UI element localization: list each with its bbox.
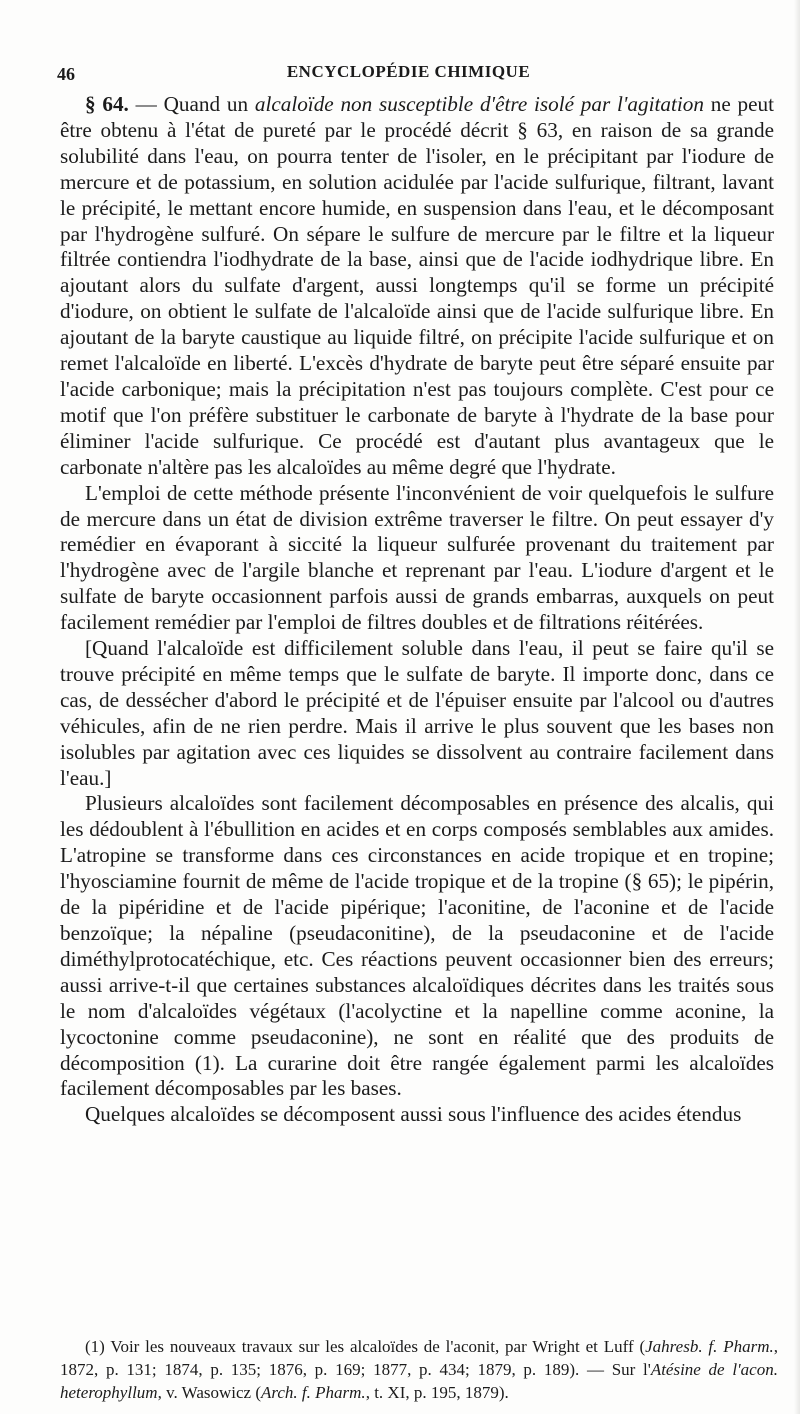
paragraph-acid-decomposition: Quelques alcaloïdes se décomposent aussi sous l'influence des acides étendus bbox=[85, 1102, 742, 1127]
page-number: 46 bbox=[57, 64, 75, 84]
footnote-text: , 1872, p. 131; 1874, p. 135; 1876, p. 169; 1877, p. 434; 1879, p. 189). — Sur l' bbox=[60, 1337, 778, 1379]
page-edge-shadow bbox=[794, 0, 800, 1414]
running-title: ENCYCLOPÉDIE CHIMIQUE bbox=[286, 62, 531, 81]
paragraph-bracketed-note: [Quand l'alcaloïde est difficilement soluble dans l'eau, il peut se faire qu'il se trouve précipité en même temps que le sulfate de baryte. Il importe donc, dans ce cas, de dessécher d'abord le précipité et de l'épuiser ensuite par l'alcool ou d'autres véhicules, afin de ne rien perdre. Mais il arrive le plus souvent que les bases non isolubles par agitation avec ces liquides se dissolvent au contraire facilement dans l'eau.] bbox=[60, 636, 774, 790]
footnote-citation: Atésine de l'acon. heterophyllum bbox=[60, 1360, 778, 1402]
footnote bbox=[60, 1335, 778, 1404]
section-number: § 64. bbox=[85, 92, 129, 116]
body-text bbox=[60, 92, 774, 1128]
paragraph-section-64 bbox=[60, 92, 774, 481]
paragraph-method-drawback: L'emploi de cette méthode présente l'inconvénient de voir quelquefois le sulfure de mercure dans un état de division extrême traverser le filtre. On peut essayer d'y remédier en évaporant à siccité la liqueur sulfurée provenant du traitement par l'hydrogène avec de l'argile blanche et reprenant par l'eau. L'iodure d'argent et le sulfate de baryte occasionnent parfois aussi de grands embarras, auxquels on peut facilement remédier par l'emploi de filtres doubles et de filtrations réitérées. bbox=[60, 480, 774, 635]
footnote-text: , v. Wasowicz ( bbox=[157, 1383, 262, 1402]
paragraph-italic-heading: alcaloïde non susceptible d'être isolé par l'agitation bbox=[254, 92, 704, 116]
paragraph-lead: — Quand un bbox=[128, 92, 255, 116]
page-header bbox=[57, 58, 760, 88]
footnote-text: , t. XI, p. 195, 1879). bbox=[365, 1383, 509, 1402]
footnote-1 bbox=[60, 1335, 778, 1404]
footnote-citation: Jahresb. f. Pharm. bbox=[645, 1337, 774, 1356]
footnote-citation: Arch. f. Pharm. bbox=[261, 1383, 366, 1402]
paragraph-text: ne peut être obtenu à l'état de pureté par le procédé décrit § 63, en raison de sa grande solubilité dans l'eau, on pourra tenter de l'isoler, en le précipitant par l'iodure de mercure et de potassium, en solution acidulée par l'acide sulfurique, filtrant, lavant le précipité, le mettant encore humide, en suspension dans l'eau, et le décomposant par l'hydrogène sulfuré. On sépare le sulfure de mercure par le filtre et la liqueur filtrée contiendra l'iodhydrate de la base, ainsi que de l'acide iodhydrique libre. En ajoutant alors du sulfate d'argent, aussi longtemps qu'il se forme un précipité d'iodure, on obtient le sulfate de l'alcaloïde ainsi que de l'acide sulfurique libre. En ajoutant de la baryte caustique au liquide filtré, on précipite l'acide sulfurique et on remet l'alcaloïde en liberté. L'excès d'hydrate de baryte peut être séparé ensuite par l'acide carbonique; mais la précipitation n'est pas toujours complète. C'est pour ce motif que l'on préfère substituer le carbonate de baryte à l'hydrate de la base pour éliminer l'acide sulfurique. Ce procédé est d'autant plus avantageux que le carbonate n'altère pas les alcaloïdes au même degré que l'hydrate. bbox=[60, 92, 774, 479]
paragraph-alkali-decomposition: Plusieurs alcaloïdes sont facilement décomposables en présence des alcalis, qui les dédoublent à l'ébullition en acides et en corps composés semblables aux amides. L'atropine se transforme dans ces circonstances en acide tropique et en tropine; l'hyosciamine fournit de même de l'acide tropique et de la tropine (§ 65); le pipérin, de la pipéridine et de l'acide pipérique; l'aconitine, de l'aconine et de l'acide benzoïque; la népaline (pseudaconitine), de la pseudaconine et de l'acide diméthylprotocatéchique, etc. Ces réactions peuvent occasionner bien des erreurs; aussi arrive-t-il que certaines substances alcaloïdiques décrites dans les traités sous le nom d'alcaloïdes végétaux (l'acolyctine et la napelline comme aconine, la lycoctonine comme pseudaconine), ne sont en réalité que des produits de décomposition (1). La curarine doit être rangée également parmi les alcaloïdes facilement décomposables par les bases. bbox=[60, 791, 774, 1101]
footnote-text: (1) Voir les nouveaux travaux sur les alcaloïdes de l'aconit, par Wright et Luff ( bbox=[85, 1337, 646, 1356]
